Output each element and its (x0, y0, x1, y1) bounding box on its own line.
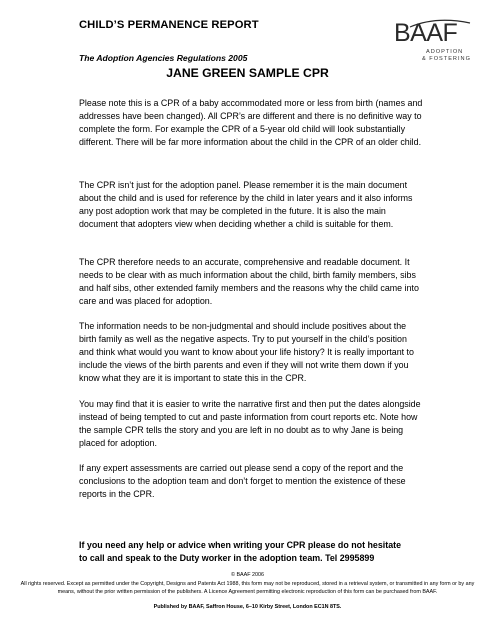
paragraph-accuracy: The CPR therefore needs to an accurate, comprehensive and readable document. It needs to be clear with as much information about the child, birth family members, sibs and half sibs, other extended family members and the reasons why the child came into care and was placed for adoption. (79, 257, 419, 306)
footer-publisher: Published by BAAF, Saffron House, 6–10 Kirby Street, London EC1N 8TS. (153, 604, 342, 610)
help-contact-note: If you need any help or advice when writing your CPR please do not hesitate to call and speak to the Duty worker in the adoption team. Tel 2995899 (79, 540, 402, 563)
logo-wordmark: BAAF (394, 19, 458, 47)
paragraph-intro: Please note this is a CPR of a baby accommodated more or less from birth (names and addresses have been changed). All CPR’s are different and there is no definitive way to complete the form. For example the CPR of a 5-year old child will look substantially different. There will be far more information about the child in the CPR of an older child. (79, 98, 423, 147)
paragraph-non-judgmental: The information needs to be non-judgmental and should include positives about the birth family as well as the negative aspects. Try to put yourself in the child’s position and think what would you want to know about your life history? It is really important to include the views of the birth parents and even if they will not write them down if you know what they are it is important to state this in the CPR. (79, 321, 414, 383)
paragraph-purpose: The CPR isn’t just for the adoption panel. Please remember it is the main document about the child and is used for reference by the child in later years and it also informs any post adoption work that may be completed in the future. It is also the main document that adopters view when deciding whether a child is suitable for them. (79, 180, 413, 229)
paragraph-assessments: If any expert assessments are carried out please send a copy of the report and the conclusions to the adoption team and don’t forget to mention the existence of these reports in the CPR. (79, 463, 406, 499)
footer-copyright: © BAAF 2006 (230, 572, 265, 578)
logo-tagline-fostering: & FOSTERING (422, 56, 471, 62)
report-title: CHILD’S PERMANENCE REPORT (79, 19, 259, 31)
paragraph-narrative: You may find that it is easier to write the narrative first and then put the dates alongside instead of being tempted to cut and paste information from court reports etc. Note how the sample CPR tells the story and you are left in no doubt as to why Jane is being placed for adoption. (79, 399, 421, 448)
document-heading: JANE GREEN SAMPLE CPR (166, 66, 329, 80)
regulations-subtitle: The Adoption Agencies Regulations 2005 (79, 53, 248, 63)
footer-rights-notice: All rights reserved. Except as permitted under the Copyright, Designs and Patents Act 1988, this form may not be reproduced, stored in a retrieval system, or transmitted in any form or by any means, without the prior written permission of the publishers. A Licence Agreement permitting electronic reproduction of this form can be purchased from BAAF. (20, 581, 475, 595)
logo-tagline-adoption: ADOPTION (426, 49, 464, 55)
